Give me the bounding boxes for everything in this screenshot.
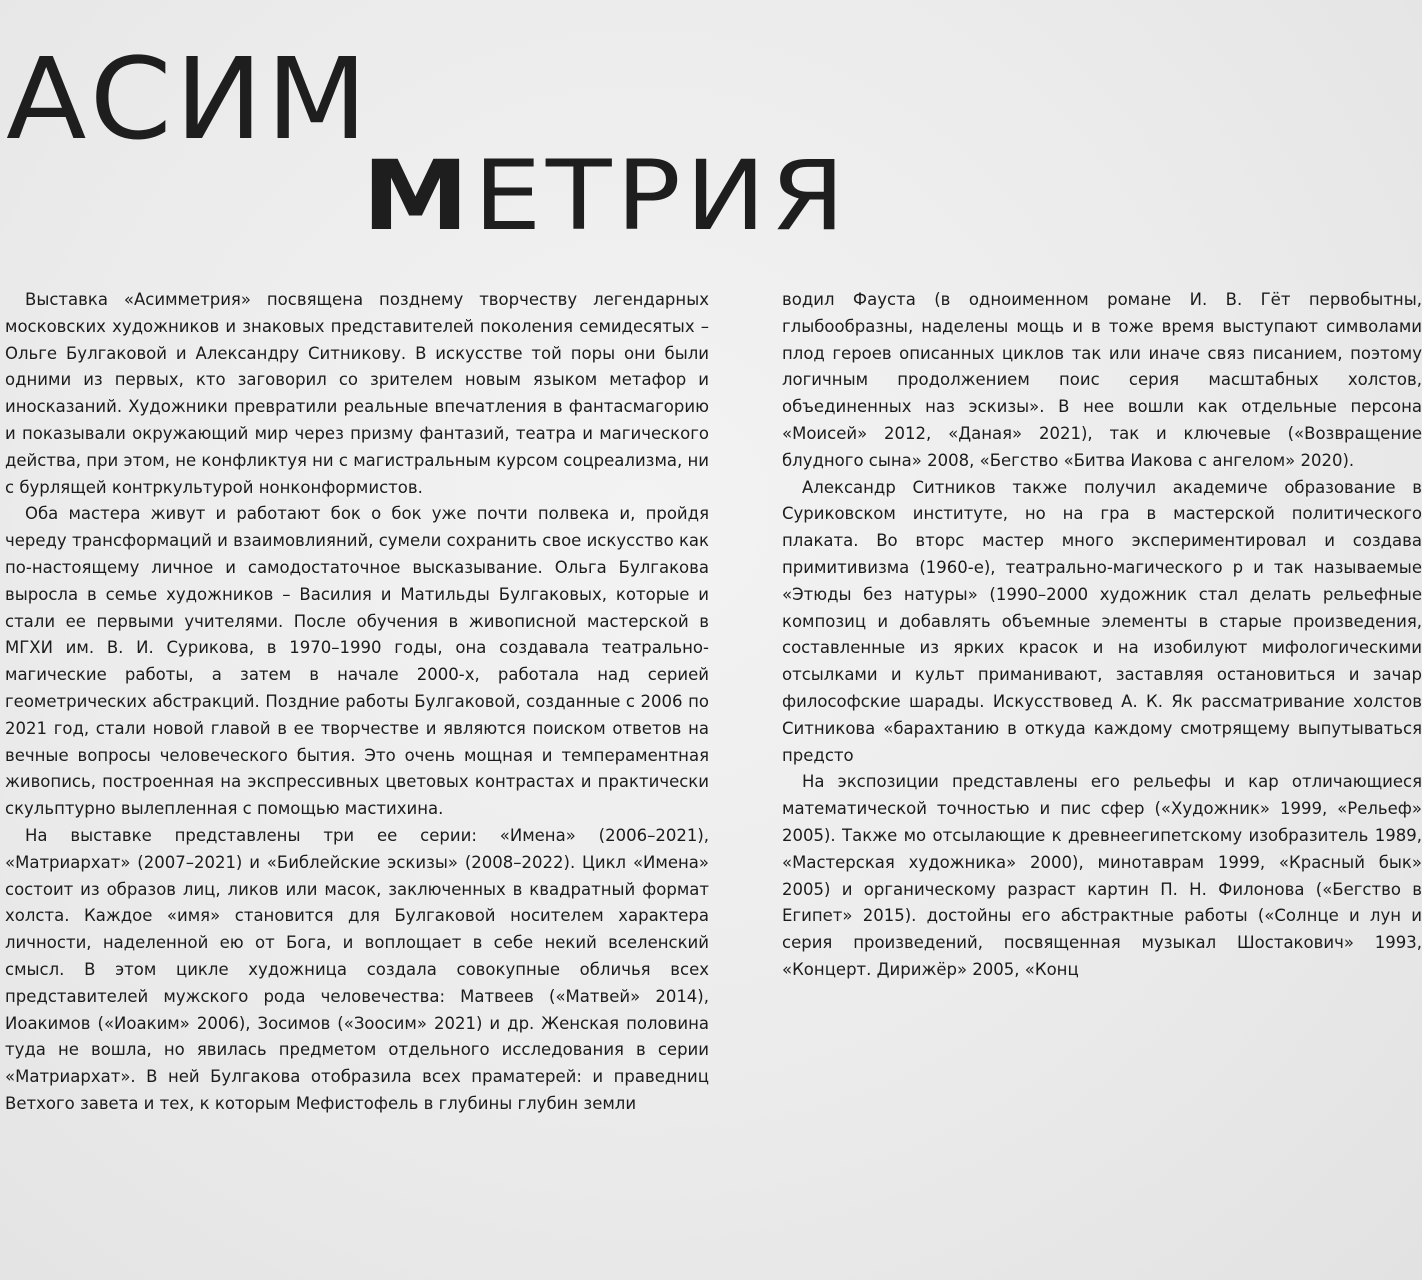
paragraph-exposition: На экспозиции представлены его рельефы и кар отличающиеся математической точностью и пис сфер («Художник» 1999, «Рельеф» 2005). Также мо отсылающие к древнеегипетскому изобразитель 1989, «Мастерская художника» 2000), минотаврам 1999, «Красный бык» 2005) и органическому разраст картин П. Н. Филонова («Бегство в Египет» 2015). достойны его абстрактные работы («Солнце и лун и серия произведений, посвященная музыкал Шостакович» 1993, «Концерт. Дирижёр» 2005, «Конц <box>782 772 1422 979</box>
paragraph-sitnikov: Александр Ситников также получил академиче образование в Суриковском институте, но на гра в мастерской политического плаката. Во вторс мастер много экспериментировал и создава примитивизма (1960-е), театрально-магического р и так называемые «Этюды без натуры» (1990–2000 художник стал делать рельефные композиц и добавлять объемные элементы в старые произведения, составленные из ярких красок и на изобилуют мифологическими отсылками и культ приманивают, заставляя остановиться и зачар философские шарады. Искусствовед А. К. Як рассматривание холстов Ситникова «барахтанию в откуда каждому смотрящему выпутываться предсто <box>782 477 1422 765</box>
exhibition-title-line1: АСИМ <box>6 35 371 165</box>
left-text-column <box>5 287 709 1118</box>
title-line2-rest: ЕТРИЯ <box>473 140 850 252</box>
exhibition-title-line2 <box>362 140 850 252</box>
paragraph-series: На выставке представлены три ее серии: «Имена» (2006–2021), «Матриархат» (2007–2021) и «Библейские эскизы» (2008–2022). Цикл «Имена» состоит из образов лиц, ликов или масок, заключенных в квадратный формат холста. Каждое «имя» становится для Булгаковой носителем характера личности, наделенной ею от Бога, и воплощает в себе некий вселенский смысл. В этом цикле художница создала совокупные обличья всех представителей мужского рода человечества: Матвеев («Матвей» 2014), Иоакимов («Иоаким» 2006), Зосимов («Зоосим» 2021) и др. Женская половина туда не вошла, но явилась предметом отдельного исследования в серии «Матриархат». В ней Булгакова отобразила всех праматерей: и праведниц Ветхого завета и тех, к которым Мефистофель в глубины глубин земли <box>5 825 709 1113</box>
paragraph-bulgakova: Оба мастера живут и работают бок о бок уже почти полвека и, пройдя череду трансформаций и взаимовлияний, сумели сохранить свое искусство как по-настоящему личное и самодостаточное высказывание. Ольга Булгакова выросла в семье художников – Василия и Матильды Булгаковых, которые и стали ее первыми учителями. После обучения в живописной мастерской в МГХИ им. В. И. Сурикова, в 1970–1990 годы, она создавала театрально-магические работы, а затем в начале 2000-х, работала над серией геометрических абстракций. Поздние работы Булгаковой, созданные с 2006 по 2021 год, стали новой главой в ее творчестве и являются поиском ответов на вечные вопросы человеческого бытия. Это очень мощная и темпераментная живопись, построенная на экспрессивных цветовых контрастах и практически скульптурно вылепленная с помощью мастихина. <box>5 504 709 819</box>
paragraph-faust-continuation: водил Фауста (в одноименном романе И. В. Гёт первобытны, глыбообразны, наделены мощь и в тоже время выступают символами плод героев описанных циклов так или иначе связ писанием, поэтому логичным продолжением поис серия масштабных холстов, объединенных наз эскизы». В нее вошли как отдельные персона «Моисей» 2012, «Даная» 2021), так и ключевые («Возвращение блудного сына» 2008, «Бегство «Битва Иакова с ангелом» 2020). <box>782 290 1422 470</box>
paragraph-intro: Выставка «Асимметрия» посвящена позднему творчеству легендарных московских художников и знаковых представителей поколения семидесятых – Ольге Булгаковой и Александру Ситникову. В искусстве той поры они были одними из первых, кто заговорил со зрителем новым языком метафор и иносказаний. Художники превратили реальные впечатления в фантасмагорию и показывали окружающий мир через призму фантазий, театра и магического действа, при этом, не конфликтуя ни с магистральным курсом соцреализма, ни с бурлящей контркультурой нонконформистов. <box>5 290 710 497</box>
right-text-column <box>782 287 1422 1207</box>
title-bold-letter: М <box>362 140 474 252</box>
